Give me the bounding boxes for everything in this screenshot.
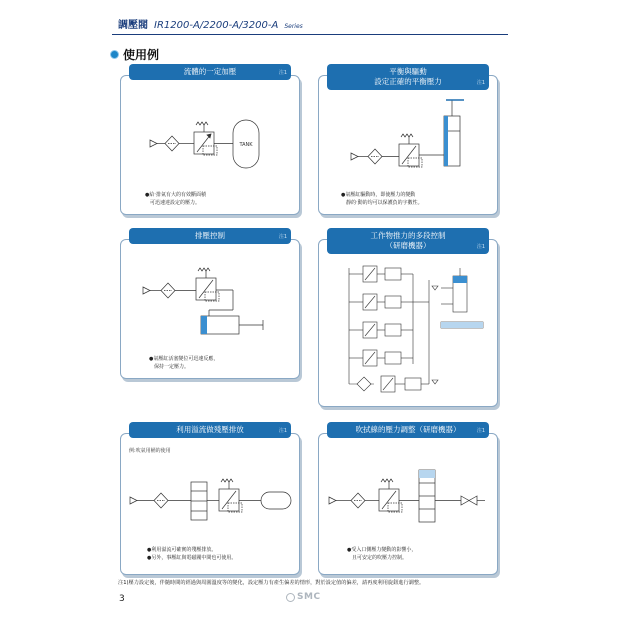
section-heading [110, 46, 159, 63]
card-constant-pressurization [120, 67, 300, 215]
card-subtitle: 例:吹氣用桶的使用 [129, 448, 171, 454]
circuit-diagram-4 [319, 240, 497, 406]
card-exhaust-control [120, 231, 300, 379]
card-bullets: ●氣壓缸活塞變位可迅速反應， 保持一定壓力。 [149, 356, 219, 370]
card-title-line2: 設定正確的平衡壓力 [374, 77, 442, 86]
card-note: 注1 [476, 428, 485, 434]
header-models: IR1200-A/2200-A/3200-A [154, 20, 279, 31]
section-title: 使用例 [123, 48, 160, 62]
page-header [118, 16, 303, 31]
card-title: 工作物推力的多段控制 [370, 231, 446, 240]
header-divider [112, 34, 508, 35]
card-title: 排壓控制 [195, 231, 225, 240]
card-overflow-exhaust [120, 425, 300, 575]
card-note: 注1 [278, 234, 287, 240]
page-number: 3 [119, 594, 125, 604]
tank-label: TANK [239, 142, 253, 148]
header-title: 調壓閥 [118, 20, 148, 31]
card-bullets: ●氣壓缸驅動時，即使壓力的變動 靜的‧動的均可以保護負的字數性。 [341, 192, 423, 206]
card-bullets: ●給‧排氣有大的有效斷面積 可迅速達設定的壓力。 [145, 192, 206, 206]
card-multistage-thrust [318, 231, 498, 407]
card-title: 吹拭線的壓力調整（研磨機器） [355, 425, 461, 434]
card-bullets: ●利用溢流可確實的殘壓排放。 ●另外，事壓缸與電磁閥中間也可使用。 [147, 547, 237, 561]
card-title-line2: （研磨機器） [385, 241, 431, 250]
card-title: 平衡與驅動 [389, 67, 427, 76]
card-blow-line-pressure [318, 425, 498, 575]
header-series: Series [284, 23, 303, 30]
brand-name: SMC [297, 592, 321, 602]
card-note: 注1 [476, 244, 485, 250]
card-bullets: ●受入口側壓力變動的影響小， 且可安定的吹壓力控制。 [347, 547, 417, 561]
brand-logo [286, 592, 321, 602]
card-note: 注1 [476, 80, 485, 86]
card-title: 利用溢流做殘壓排放 [176, 425, 244, 434]
card-note: 注1 [278, 70, 287, 76]
card-balance-drive [318, 67, 498, 215]
footnote: 注1)壓力設定後，伴隨時間的經過與周圍溫度等的變化，設定壓力有產生偏差的情形，對於設定值的偏差，請再度利用旋鈕進行調整。 [118, 580, 425, 586]
smc-logo-icon [286, 593, 295, 602]
card-note: 注1 [278, 428, 287, 434]
card-title: 流體的一定加壓 [183, 67, 237, 76]
section-bullet-icon [110, 50, 119, 59]
